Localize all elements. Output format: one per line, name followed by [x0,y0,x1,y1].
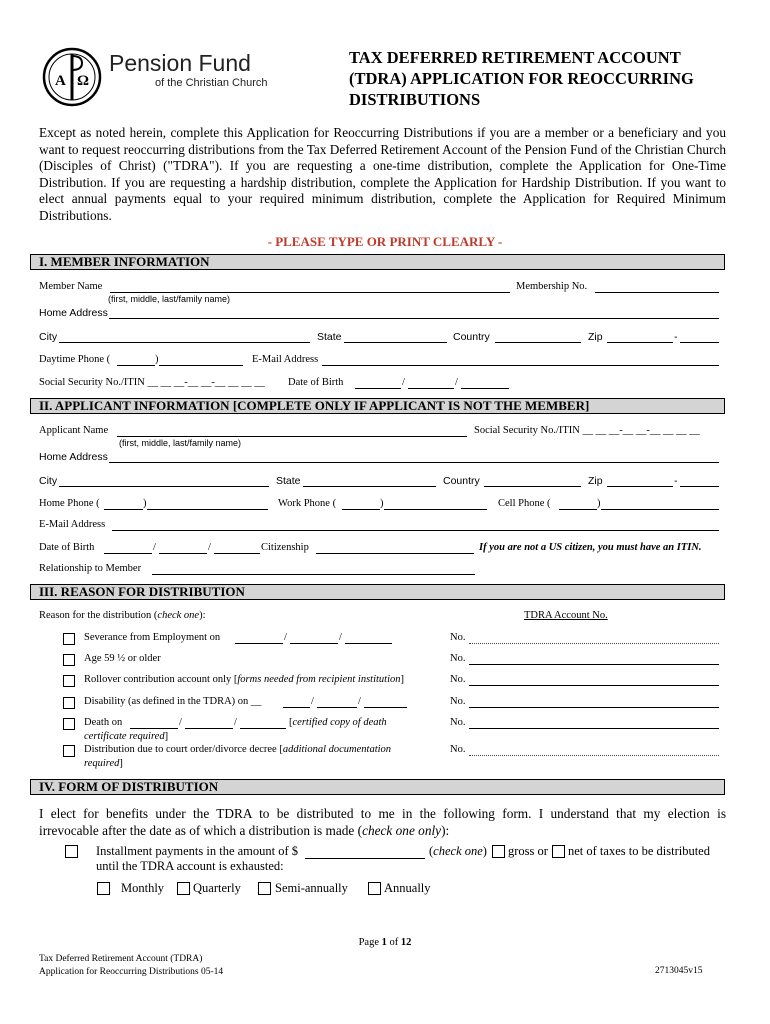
applicant-name-label: Applicant Name [39,425,109,436]
semiannually-label: Semi-annually [275,881,348,895]
gross-label: gross or [508,844,548,858]
page-total: 12 [400,937,412,948]
applicant-relationship-label: Relationship to Member [39,563,142,574]
divorce-account-input[interactable] [469,755,719,756]
severance-slash-2: / [339,632,342,643]
applicant-work-phone-input[interactable] [384,509,487,510]
election-end: ): [441,823,450,838]
logo-subtitle: of the Christian Church [155,77,268,89]
disability-slash-2: / [358,696,361,707]
applicant-state-label: State [276,475,301,487]
death-label: Death on [84,717,123,728]
title-line-3: DISTRIBUTIONS [349,90,481,109]
disability-slash-1: / [311,696,314,707]
member-dob-year-input[interactable] [461,388,509,389]
severance-slash-1: / [284,632,287,643]
print-clearly-notice: - PLEASE TYPE OR PRINT CLEARLY - [267,234,503,249]
severance-account-input[interactable] [469,643,719,644]
member-name-label: Member Name [39,281,103,292]
death-day-input[interactable] [185,728,233,729]
member-city-input[interactable] [59,342,310,343]
member-dob-day-input[interactable] [408,388,454,389]
section-applicant-heading: II. APPLICANT INFORMATION [COMPLETE ONLY IF APPLICANT IS NOT THE MEMBER] [30,398,725,414]
annually-label: Annually [384,881,431,895]
footer-code: 2713045v15 [655,966,703,976]
member-name-hint: (first, middle, last/family name) [108,294,231,304]
installment-check-one [429,844,487,859]
member-zip-ext-input[interactable] [680,342,719,343]
severance-label: Severance from Employment on [84,632,221,643]
election-line-1: I elect for benefits under the TDRA to be distributed to me in the following form. I understand that my election is [39,806,726,821]
applicant-cell-phone-label: Cell Phone ( [498,498,551,509]
title-line-1: TAX DEFERRED RETIREMENT ACCOUNT [349,48,681,67]
footer-left [39,953,223,979]
form-title [349,47,694,110]
applicant-state-input[interactable] [303,486,436,487]
installment-amount-input[interactable] [305,858,425,859]
rollover-no-label: No. [450,674,466,685]
rollover-account-input[interactable] [469,685,719,686]
age-no-label: No. [450,653,466,664]
disability-no-label: No. [450,696,466,707]
monthly-checkbox[interactable] [97,882,110,895]
applicant-country-label: Country [443,475,480,487]
applicant-zip-dash: - [674,475,678,487]
applicant-city-input[interactable] [59,486,269,487]
itin-note: If you are not a US citizen, you must have an ITIN. [479,542,702,553]
election-italic: check one only [362,823,442,838]
reason-instruction [39,610,206,621]
applicant-work-phone-close: ) [380,498,384,509]
election-line-2 [39,822,726,839]
member-day-phone-label: Daytime Phone ( [39,354,111,365]
chi-rho-seal-icon [42,47,102,107]
svg-text:A: A [55,73,66,89]
divorce-end: ] [119,758,123,769]
net-label: net of taxes to be distributed [568,844,710,858]
member-city-label: City [39,331,58,343]
member-home-address-label: Home Address [39,307,108,319]
applicant-name-input[interactable] [117,436,467,437]
quarterly-checkbox[interactable] [177,882,190,895]
death-month-input[interactable] [130,728,178,729]
until-exhausted-label: until the TDRA account is exhausted: [96,859,284,873]
divorce-italic-2: required [84,758,120,769]
applicant-home-phone-area-input[interactable] [104,509,143,510]
death-no-label: No. [450,717,466,728]
page-number [0,937,770,948]
footer-left-2: Application for Reoccurring Distributions 05-14 [39,967,224,977]
severance-day-input[interactable] [290,643,338,644]
member-state-label: State [317,331,342,343]
rollover-end: ] [400,674,405,685]
applicant-email-input[interactable] [112,530,719,531]
reason-check-one: check one [157,610,200,621]
tdra-account-col-header: TDRA Account No. [524,610,608,621]
disability-label: Disability (as defined in the TDRA) on __ [84,696,262,707]
member-day-phone-input[interactable] [159,365,243,366]
applicant-work-phone-label: Work Phone ( [278,498,337,509]
annually-checkbox[interactable] [368,882,381,895]
quarterly-label: Quarterly [193,881,241,895]
applicant-dob-label: Date of Birth [39,542,95,553]
member-zip-label: Zip [588,331,603,343]
applicant-cell-phone-area-input[interactable] [559,509,597,510]
divorce-label [84,744,391,755]
death-slash-1: / [179,717,182,728]
severance-no-label: No. [450,632,466,643]
installment-paren-open: ( [429,844,434,858]
page-num: 1 [381,937,387,948]
death-year-input[interactable] [240,728,286,729]
disability-day-input[interactable] [317,707,357,708]
death-slash-2: / [234,717,237,728]
applicant-home-phone-label: Home Phone ( [39,498,100,509]
logo-name: Pension Fund [109,50,251,76]
rollover-checkbox[interactable] [63,675,75,687]
applicant-zip-input[interactable] [607,486,673,487]
death-end: ] [164,731,169,742]
disability-account-input[interactable] [469,707,719,708]
member-dob-slash-2: / [455,377,458,388]
member-zip-dash: - [674,331,678,343]
member-dob-month-input[interactable] [355,388,401,389]
severance-checkbox[interactable] [63,633,75,645]
member-country-input[interactable] [495,342,581,343]
section-form-heading: IV. FORM OF DISTRIBUTION [30,779,725,795]
severance-month-input[interactable] [235,643,283,644]
applicant-zip-label: Zip [588,475,603,487]
death-italic-1: certified copy of death [292,717,387,728]
applicant-home-address-label: Home Address [39,451,108,463]
footer-left-1: Tax Deferred Retirement Account (TDRA) [39,954,203,964]
divorce-no-label: No. [450,744,466,755]
intro-paragraph: Except as noted herein, complete this Application for Reoccurring Distributions if you are a member or a beneficiary and you want to request reoccurring distributions from the Tax Deferred Retirement Account of the Pension Fund of the Christian Church (Disciples of Christ) ("TDRA"). If you are requesting a one-time distribution, complete the Application for One-Time Distribution. If you are requesting a hardship distribution, complete the Application for Hardship Distribution. If you want to elect annual payments equal to your required minimum distribution, complete the Application for Required Minimum Distributions. [39,125,726,223]
applicant-name-hint: (first, middle, last/family name) [119,438,242,448]
age-checkbox[interactable] [63,654,75,666]
monthly-label: Monthly [121,881,165,895]
installment-label: Installment payments in the amount of $ [96,844,299,858]
member-country-label: Country [453,331,490,343]
applicant-dob-month-input[interactable] [104,553,152,554]
rollover-label [84,674,404,685]
disability-year-input[interactable] [364,707,407,708]
membership-no-label: Membership No. [516,281,588,292]
applicant-dob-slash-2: / [208,542,211,553]
age-label: Age 59 ½ or older [84,653,161,664]
member-email-label: E-Mail Address [252,354,319,365]
installment-check-one-italic: check one [433,844,483,858]
applicant-dob-slash-1: / [153,542,156,553]
applicant-work-phone-area-input[interactable] [342,509,380,510]
death-note-2 [84,731,168,742]
death-account-input[interactable] [469,728,719,729]
divorce-italic-1: additional documentation [282,744,392,755]
reason-label: Reason for the distribution ( [39,610,158,621]
applicant-email-label: E-Mail Address [39,519,106,530]
member-ssn-label: Social Security No./ITIN __ __ __-__ __-__ __ __ __ [39,377,265,388]
age-account-input[interactable] [469,664,719,665]
applicant-citizenship-input[interactable] [316,553,474,554]
applicant-dob-year-input[interactable] [214,553,260,554]
member-day-phone-close: ) [155,354,159,365]
death-bracket: [ [289,717,293,728]
applicant-cell-phone-close: ) [597,498,601,509]
applicant-ssn-label: Social Security No./ITIN __ __ __-__ __-__ __ __ __ [474,425,700,436]
disability-month-input[interactable] [283,707,310,708]
logo [42,47,282,117]
section-member-heading: I. MEMBER INFORMATION [30,254,725,270]
applicant-zip-ext-input[interactable] [680,486,719,487]
applicant-dob-day-input[interactable] [159,553,207,554]
applicant-home-phone-input[interactable] [147,509,268,510]
divorce-note-2 [84,758,123,769]
disability-checkbox[interactable] [63,697,75,709]
death-checkbox[interactable] [63,718,75,730]
installment-checkbox[interactable] [65,845,78,858]
divorce-checkbox[interactable] [63,745,75,757]
section-reason-heading: III. REASON FOR DISTRIBUTION [30,584,725,600]
member-dob-label: Date of Birth [288,377,344,388]
election-text-2: irrevocable after the date as of which a distribution is made ( [39,823,363,838]
gross-checkbox[interactable] [492,845,505,858]
applicant-relationship-input[interactable] [152,574,475,575]
member-zip-input[interactable] [607,342,673,343]
page-pre: Page [358,937,382,948]
applicant-cell-phone-input[interactable] [601,509,719,510]
election-paragraph [39,805,726,839]
applicant-country-input[interactable] [484,486,581,487]
reason-close: ): [199,610,206,621]
applicant-citizenship-label: Citizenship [261,542,309,553]
severance-year-input[interactable] [345,643,392,644]
svg-text:Ω: Ω [77,73,90,89]
member-day-phone-area-input[interactable] [117,365,155,366]
title-line-2: (TDRA) APPLICATION FOR REOCCURRING [349,69,694,88]
member-email-input[interactable] [322,365,719,366]
member-home-address-input[interactable] [109,318,719,319]
net-checkbox[interactable] [552,845,565,858]
installment-paren-close: ) [482,844,487,858]
member-dob-slash-1: / [402,377,405,388]
rollover-text: Rollover contribution account only [ [84,674,238,685]
divorce-text: Distribution due to court order/divorce decree [ [84,744,283,755]
semiannually-checkbox[interactable] [258,882,271,895]
applicant-city-label: City [39,475,58,487]
applicant-home-phone-close: ) [143,498,147,509]
membership-no-input[interactable] [595,292,719,293]
member-state-input[interactable] [344,342,447,343]
page-of: of [386,937,401,948]
death-italic-2: certificate required [84,731,165,742]
applicant-home-address-input[interactable] [109,462,719,463]
member-name-input[interactable] [110,292,510,293]
death-note [289,717,387,728]
rollover-italic: forms needed from recipient institution [237,674,401,685]
